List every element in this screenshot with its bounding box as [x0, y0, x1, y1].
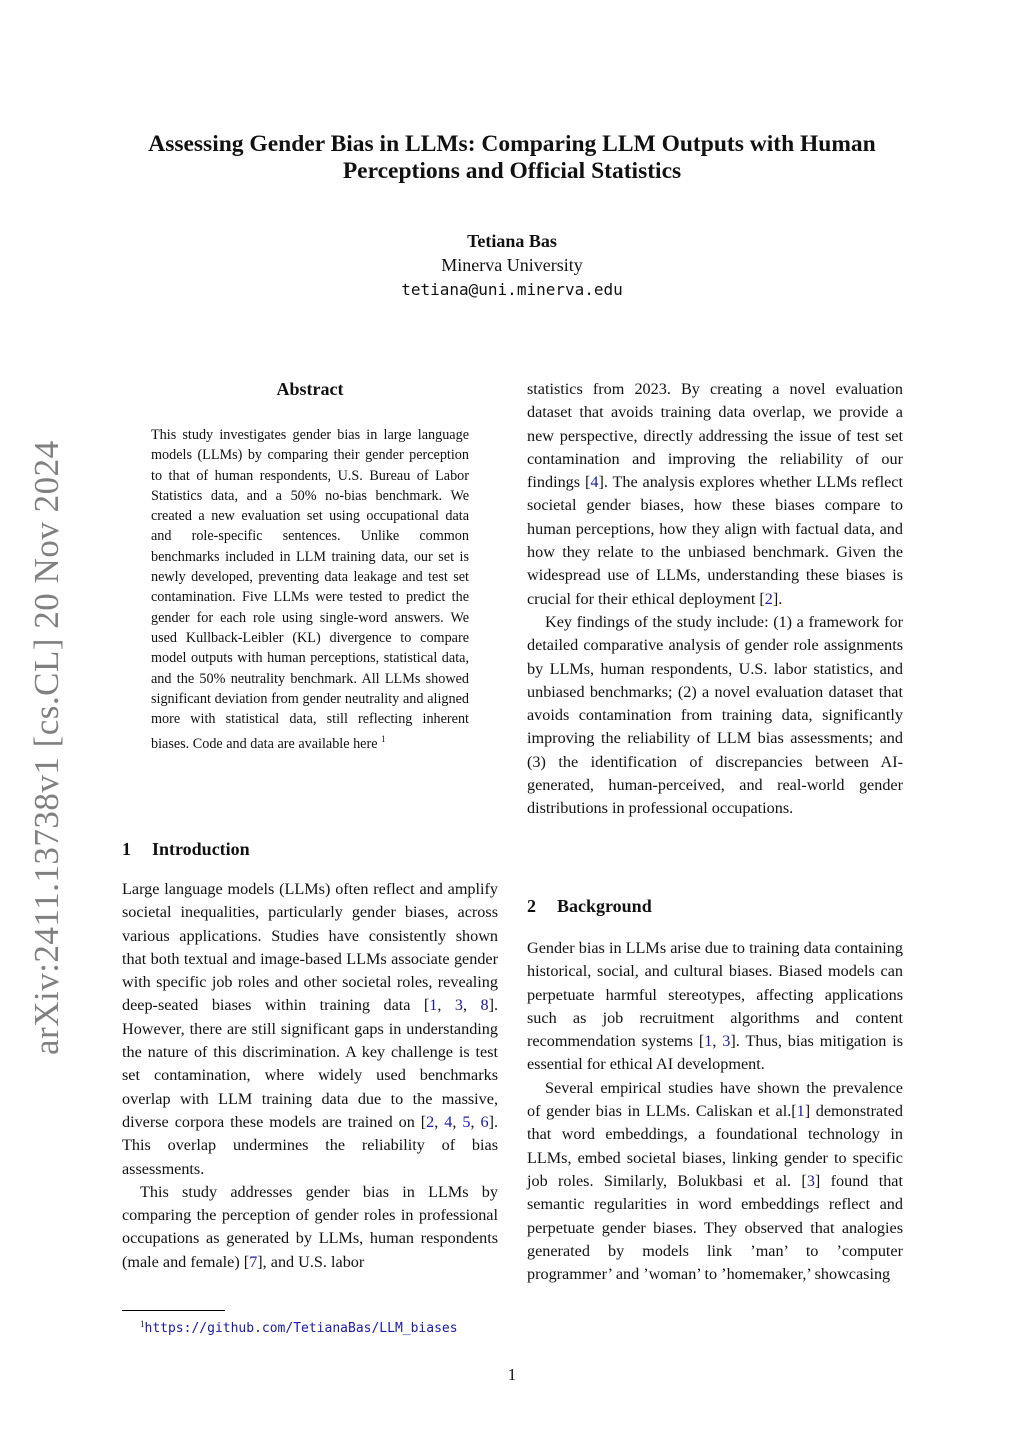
citation-link[interactable]: 2: [764, 589, 773, 608]
background-body: [527, 937, 903, 1286]
title-line-1: Assessing Gender Bias in LLMs: Comparing LLM Outputs with Human: [148, 131, 876, 157]
citation-link[interactable]: 4: [590, 473, 599, 492]
paragraph: statistics from 2023. By creating a novel evaluation dataset that avoids training data overlap, we provide a new perspective, directly addressing the issue of test set contamination and improving the reliability of our findings [4]. The analysis explores whether LLMs reflect societal gender biases, how these biases compare to human perceptions, how they align with factual data, and how they relate to the unbiased benchmark. Given the widespread use of LLMs, understanding these biases is crucial for their ethical deployment [2].: [527, 380, 903, 608]
title-line-2: Perceptions and Official Statistics: [342, 158, 682, 184]
author-name: Tetiana Bas: [467, 231, 557, 251]
arxiv-identifier: arXiv:2411.13738v1 [cs.CL] 20 Nov 2024: [27, 440, 66, 1055]
citation-link[interactable]: 2: [426, 1112, 435, 1131]
citation-link[interactable]: 3: [722, 1032, 731, 1051]
paragraph: Key findings of the study include: (1) a framework for detailed comparative analysis of gender role assignments by LLMs, human respondents, U.S. labor statistics, and unbiased benchmarks; (2) a novel evaluation dataset that avoids contamination from training data, significantly improving the reliability of LLM bias assessments; and (3) the identification of discrepancies between AI-generated, human-perceived, and real-world gender distributions in professional occupations.: [527, 612, 903, 818]
footnote: [140, 1314, 458, 1339]
abstract-body: This study investigates gender bias in large language models (LLMs) by comparing their gender perception to that of human respondents, U.S. Bureau of Labor Statistics data, and a 50% no-bias benchmark. We created a new evaluation set using occupational data and role-specific sentences. Unlike common benchmarks included in LLM training data, our set is newly developed, preventing data leakage and test set contamination. Five LLMs were tested to predict the gender for each role using single-word answers. We used Kullback-Leibler (KL) divergence to compare model outputs with human perceptions, statistical data, and the 50% neutrality benchmark. All LLMs showed significant deviation from gender neutrality and aligned more with statistical data, still reflecting inherent biases. Code and data are available here: [151, 427, 469, 753]
citation-link[interactable]: 1: [704, 1032, 713, 1051]
right-column-text: [527, 378, 903, 821]
introduction-body: [122, 878, 498, 1274]
section-number: 1: [122, 839, 131, 859]
author-email[interactable]: tetiana@uni.minerva.edu: [401, 280, 623, 299]
citation-link[interactable]: 4: [444, 1112, 453, 1131]
citation-link[interactable]: 8: [480, 996, 489, 1015]
section-title: Background: [557, 896, 652, 916]
section-heading-introduction: [122, 838, 250, 861]
footnote-url-link[interactable]: https://github.com/TetianaBas/LLM_biases: [144, 1321, 458, 1336]
section-title: Introduction: [152, 839, 250, 859]
footnote-marker[interactable]: 1: [381, 734, 386, 745]
citation-link[interactable]: 1: [429, 996, 438, 1015]
paragraph: This study addresses gender bias in LLMs by comparing the perception of gender roles in professional occupations as generated by LLMs, human respondents (male and female) [7], and U.S. labor: [122, 1182, 498, 1271]
page-number: 1: [507, 1365, 517, 1384]
citation-link[interactable]: 7: [249, 1252, 258, 1271]
citation-link[interactable]: 6: [480, 1112, 489, 1131]
abstract-text: [151, 425, 469, 755]
abstract-heading: Abstract: [276, 379, 344, 399]
footnote-divider: [122, 1310, 225, 1311]
author-affiliation: Minerva University: [441, 255, 583, 275]
section-number: 2: [527, 896, 536, 916]
paper-title: [80, 131, 944, 185]
paragraph: Several empirical studies have shown the prevalence of gender bias in LLMs. Caliskan et al.[1] demonstrated that word embeddings, a foundational technology in LLMs, embed societal biases, linking gender to specific job roles. Similarly, Bolukbasi et al. [3] found that semantic regularities in word embeddings reflect and perpetuate gender biases. They observed that analogies generated by models link ’man’ to ’computer programmer’ and ’woman’ to ’homemaker,’ showcasing: [527, 1078, 903, 1284]
section-heading-background: [527, 895, 652, 918]
footnote-number: 1: [140, 1319, 145, 1329]
paragraph: Large language models (LLMs) often reflect and amplify societal inequalities, particularly gender biases, across various applications. Studies have consistently shown that both textual and image-based LLMs associate gender with specific job roles and other societal roles, revealing deep-seated biases within training data [1, 3, 8]. However, there are still significant gaps in understanding the nature of this discrimination. A key challenge is test set contamination, where widely used benchmarks overlap with LLM training data due to the massive, diverse corpora these models are trained on [2, 4, 5, 6]. This overlap undermines the reliability of bias assessments.: [122, 880, 499, 1178]
citation-link[interactable]: 3: [806, 1171, 815, 1190]
citation-link[interactable]: 5: [462, 1112, 471, 1131]
citation-link[interactable]: 3: [454, 996, 463, 1015]
paragraph: Gender bias in LLMs arise due to training data containing historical, social, and cultural biases. Biased models can perpetuate harmful stereotypes, affecting applications such as job recruitment algorithms and content recommendation systems [1, 3]. Thus, bias mitigation is essential for ethical AI development.: [527, 939, 903, 1074]
citation-link[interactable]: 1: [796, 1102, 805, 1121]
